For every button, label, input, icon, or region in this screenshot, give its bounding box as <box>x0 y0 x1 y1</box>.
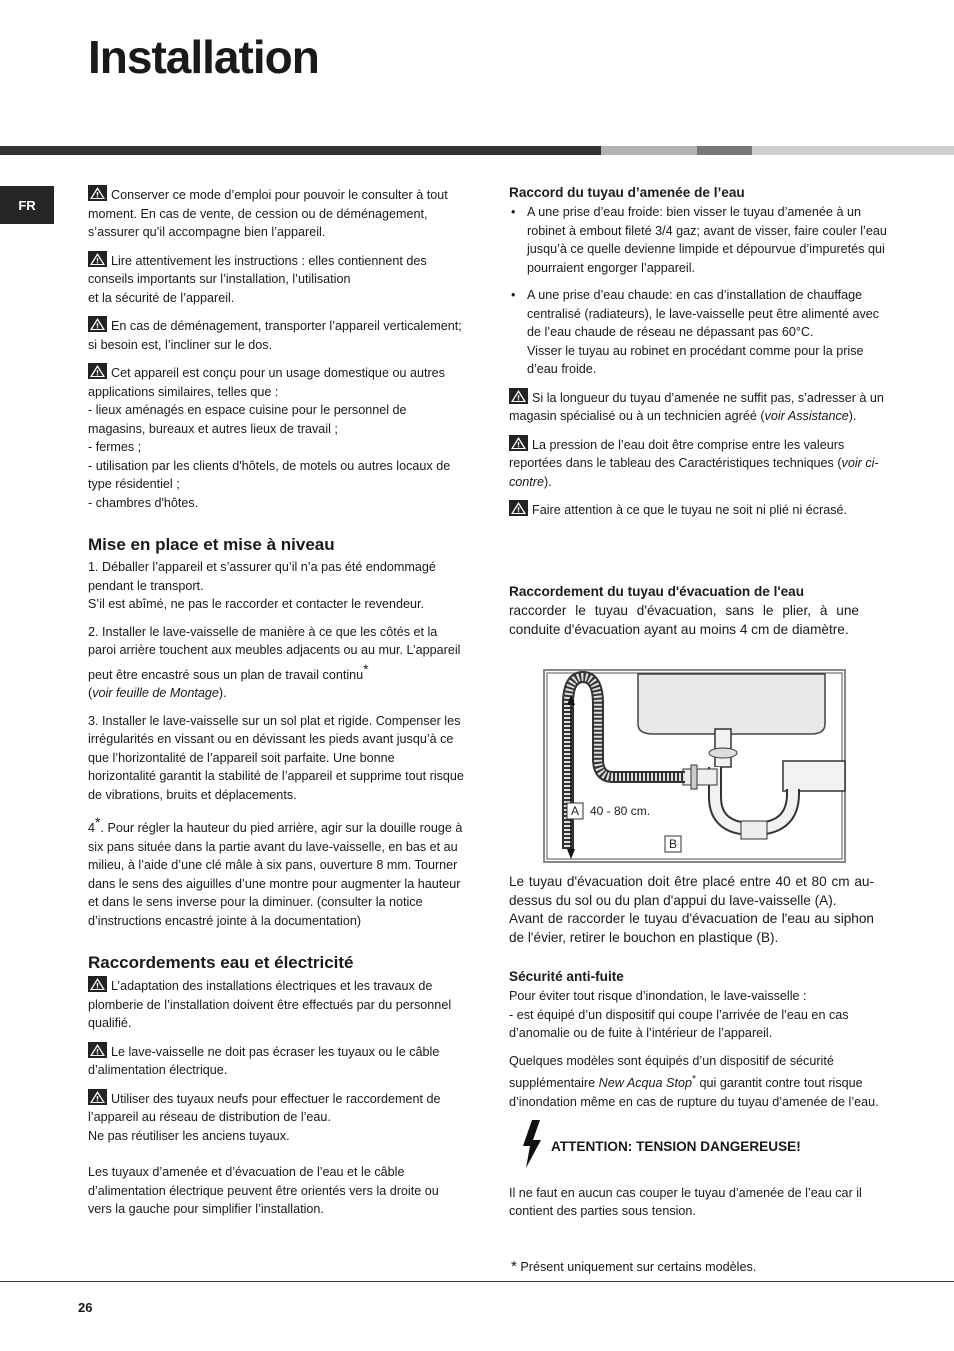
lightning-icon <box>521 1120 543 1174</box>
paragraph: Quelques modèles sont équipés d’un dispositif de sécurité supplémentaire New Acqua Stop* qui garantit contre tout risque d’inondation même en cas de rupture du tuyau d’amenée de l’eau. <box>509 1053 879 1109</box>
section-heading-mise-en-place: Mise en place et mise à niveau <box>88 535 335 554</box>
section-heading-amenee: Raccord du tuyau d’amenée de l’eau <box>509 185 745 200</box>
right-evac-section <box>509 583 859 639</box>
paragraph: 1. Déballer l’appareil et s’assurer qu’il n’a pas été endommagé pendant le transport. S’il est abîmé, ne pas le raccorder et contacter le revendeur. <box>88 560 436 611</box>
right-column-top <box>509 184 889 529</box>
list-item: • A une prise d’eau chaude: en cas d’installation de chauffage centralisé (radiateurs), le lave-vaisselle peut être alimenté avec de l’eau chaude de réseau ne dépassant pas 60°C. Visser le tuyau au robinet en procédant comme pour la prise d’eau froide. <box>509 286 889 379</box>
paragraph: L’adaptation des installations électriques et les travaux de plomberie de l’installation doivent être effectués par du personnel qualifié. <box>88 976 466 1033</box>
attention-text: ATTENTION: TENSION DANGEREUSE! <box>551 1138 801 1154</box>
paragraph: En cas de déménagement, transporter l’appareil verticalement; si besoin est, l’incliner sur le dos. <box>88 316 466 354</box>
list-item: • A une prise d’eau froide: bien visser le tuyau d’amenée à un robinet à embout fileté 3/4 gaz; avant de visser, faire couler l’eau jusqu’à ce quelle devienne limpide et dépourvue d’impuretés qui pourraient engorger l’appareil. <box>509 203 889 277</box>
header-bar-mid <box>697 146 752 155</box>
paragraph: 4*. Pour régler la hauteur du pied arrière, agir sur la douille rouge à six pans située dans la partie avant du lave-vaisselle, en bas et au milieu, à l’aide d’une clé mâle à six pans, ouverture 8 mm. Tourner dans le sens des aiguilles d’une montre pour augmenter la hauteur et dans le sens inverse pour la diminuer. (consulter la notice d’instructions encastré jointe à la documentation) <box>88 814 463 928</box>
paragraph: raccorder le tuyau d'évacuation, sans le plier, à une conduite d'évacuation ayant au moins 4 cm de diamètre. <box>509 603 859 637</box>
header-bar-pale <box>752 146 954 155</box>
page-title: Installation <box>88 31 319 83</box>
warning-icon <box>509 435 528 451</box>
warning-icon <box>88 1042 107 1058</box>
warning-icon <box>88 363 107 379</box>
page-number: 26 <box>78 1300 93 1315</box>
section-heading-evacuation: Raccordement du tuyau d'évacuation de l'eau <box>509 584 805 599</box>
warning-icon <box>88 185 107 201</box>
warning-icon <box>88 316 107 332</box>
footer-divider <box>0 1281 954 1282</box>
paragraph: Si la longueur du tuyau d’amenée ne suffit pas, s’adresser à un magasin spécialisé ou à un technicien agréé (voir Assistance). <box>509 388 889 426</box>
paragraph: Les tuyaux d’amenée et d’évacuation de l’eau et le câble d’alimentation électrique peuvent être orientés vers la droite ou vers la gauche pour simplifier l’installation. <box>88 1165 439 1217</box>
warning-icon <box>88 976 107 992</box>
left-column <box>88 185 466 1228</box>
paragraph: Pour éviter tout risque d’inondation, le lave-vaisselle : - est équipé d’un dispositif qui coupe l’arrivée de l’eau en cas d’anomalie ou de fuite à l’intérieur de l’appareil. <box>509 989 849 1040</box>
paragraph: Le tuyau d'évacuation doit être placé entre 40 et 80 cm au-dessus du sol ou du plan d'appui du lave-vaisselle (A). Avant de raccorder le tuyau d'évacuation de l'eau au siphon de l'évier, retirer le bouchon en plastique (B). <box>509 874 874 945</box>
paragraph: Faire attention à ce que le tuyau ne soit ni plié ni écrasé. <box>509 500 889 520</box>
diagram-label-a: A <box>570 804 580 818</box>
paragraph: La pression de l’eau doit être comprise entre les valeurs reportées dans le tableau des Caractéristiques techniques (voir ci-contre). <box>509 435 889 492</box>
drain-hose-diagram <box>543 669 846 863</box>
paragraph: Il ne faut en aucun cas couper le tuyau d’amenée de l’eau car il contient des parties sous tension. <box>509 1185 862 1219</box>
warning-icon <box>509 388 528 404</box>
warning-icon <box>509 500 528 516</box>
header-bar-dark <box>0 146 601 155</box>
section-heading-securite: Sécurité anti-fuite <box>509 969 624 984</box>
paragraph: Le lave-vaisselle ne doit pas écraser les tuyaux ou le câble d’alimentation électrique. <box>88 1042 466 1080</box>
diagram-range-label: 40 - 80 cm. <box>590 804 651 818</box>
header-bar-light <box>601 146 697 155</box>
language-tab: FR <box>0 186 54 224</box>
bullet-list <box>509 203 889 379</box>
attention-banner <box>509 1120 887 1174</box>
footnote: * Présent uniquement sur certains modèles. <box>511 1258 757 1275</box>
paragraph: Conserver ce mode d’emploi pour pouvoir le consulter à tout moment. En cas de vente, de cession ou de déménagement, s’assurer qu’il accompagne bien l’appareil. <box>88 185 466 242</box>
warning-icon <box>88 1089 107 1105</box>
paragraph: Utiliser des tuyaux neufs pour effectuer le raccordement de l’appareil au réseau de distribution de l’eau. Ne pas réutiliser les anciens tuyaux. <box>88 1089 466 1146</box>
warning-icon <box>88 251 107 267</box>
paragraph: Cet appareil est conçu pour un usage domestique ou autres applications similaires, telles que : - lieux aménagés en espace cuisine pour le personnel de magasins, bureaux et autres lieux de travail ; - fermes ; - utilisation par les clients d'hôtels, de motels ou autres locaux de type résidentiel ; - chambres d'hôtes. <box>88 363 466 512</box>
paragraph: 3. Installer le lave-vaisselle sur un sol plat et rigide. Compenser les irrégularités en vissant ou en dévissant les pieds avant jusqu’à ce que l’horizontalité de l’appareil soit parfaite. Une bonne horizontalité garantit la stabilité de l’appareil et supprime tout risque de vibrations, bruits et déplacements. <box>88 713 464 802</box>
section-heading-raccordements: Raccordements eau et électricité <box>88 953 354 973</box>
paragraph: 2. Installer le lave-vaisselle de manière à ce que les côtés et la paroi arrière touchent aux meubles adjacents ou au mur. L’appareil peut être encastré sous un plan de travail continu* (voir feuille de Montage). <box>88 624 461 701</box>
diagram-label-b: B <box>668 837 678 851</box>
paragraph: Lire attentivement les instructions : elles contiennent des conseils importants sur l’installation, l’utilisation et la sécurité de l’appareil. <box>88 251 466 308</box>
right-column-bottom <box>509 873 887 1230</box>
